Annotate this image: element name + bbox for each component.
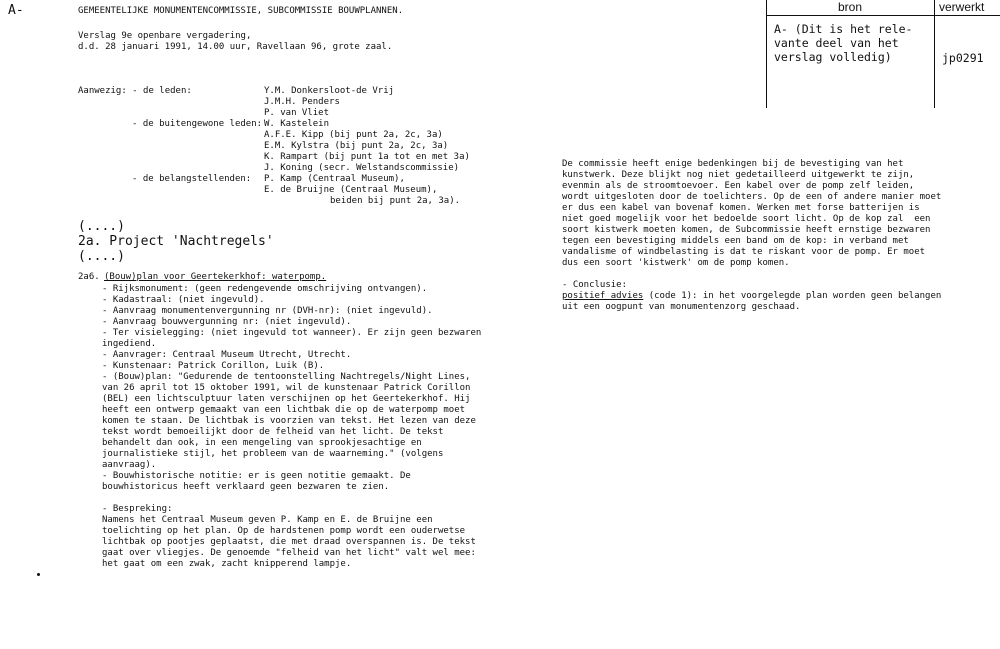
item-line: - Ter visielegging: (niet ingevuld tot wanneer). Er zijn geen bezwaren [102, 328, 482, 338]
commission-paragraph-line: tegen een bevestiging middels een band om de kop: in verband met [562, 236, 909, 246]
bespreking-line: het gaat om een zwak, zacht knipperend lampje. [102, 559, 352, 569]
extra-member-5: J. Koning (secr. Welstandscommissie) [264, 163, 460, 173]
item-line: heeft een ontwerp gemaakt van een lichtbak die op de waterpomp moet [102, 405, 466, 415]
advies-label: positief advies [562, 291, 644, 301]
item-title: (Bouw)plan voor Geertekerkhof: waterpomp. [104, 272, 327, 282]
extra-member-4: K. Rampart (bij punt 1a tot en met 3a) [264, 152, 470, 162]
section-ellipsis-top: (....) [78, 219, 125, 234]
commission-paragraph-line: niet goed mogelijk voor het bedoelde soort licht. Op de kop zal een [562, 214, 931, 224]
advies-rest: (code 1): in het voorgelegde plan worden geen belangen [643, 291, 942, 301]
advies-line [562, 291, 941, 302]
bespreking-label: - Bespreking: [102, 504, 173, 514]
section-marker: A- [8, 3, 24, 18]
source-box [766, 0, 1000, 108]
item-line: - Aanvrager: Centraal Museum Utrecht, Utrecht. [102, 350, 352, 360]
item-line: - Rijksmonument: (geen redengevende omschrijving ontvangen). [102, 284, 428, 294]
commission-paragraph-line: dus een soort 'kistwerk' om de pomp komen. [562, 258, 790, 268]
interested-label: - de belangstellenden: [132, 174, 252, 184]
column-header-verwerkt: verwerkt [939, 0, 985, 14]
item-line: - Kunstenaar: Patrick Corillon, Luik (B). [102, 361, 325, 371]
meeting-line-1: Verslag 9e openbare vergadering, [78, 31, 252, 41]
bespreking-line: lichtbak op pootjes geplaatst, die met draad overspannen is. De tekst [102, 537, 476, 547]
section-ellipsis-bottom: (....) [78, 249, 125, 264]
commission-paragraph-line: evenmin als de stroomtoevoer. Een kabel over de pomp zelf leiden, [562, 181, 915, 191]
advies-line-2: uit een oogpunt van monumentenzorg geschaad. [562, 302, 801, 312]
commission-paragraph-line: soort kistwerk moeten komen, de Subcommissie heeft ernstige bezwaren [562, 225, 931, 235]
item-line: ingediend. [102, 339, 157, 349]
item-number: 2a6. [78, 272, 100, 282]
commission-paragraph-line: er dus een kabel van bovenaf komen. Werken met forse batterijen is [562, 203, 920, 213]
interested-3: beiden bij punt 2a, 3a). [330, 196, 461, 206]
item-line: komen te staan. De lichtbak is voorzien van tekst. Het lezen van deze [102, 416, 476, 426]
interested-2: E. de Bruijne (Centraal Museum), [264, 185, 438, 195]
source-note-line-1: A- (Dit is het rele- [774, 22, 913, 36]
item-line: - (Bouw)plan: "Gedurende de tentoonstelling Nachtregels/Night Lines, [102, 372, 471, 382]
stray-dot [37, 573, 40, 576]
member-3: P. van Vliet [264, 108, 330, 118]
member-2: J.M.H. Penders [264, 97, 340, 107]
item-line: - Aanvraag bouwvergunning nr: (niet ingevuld). [102, 317, 352, 327]
source-code: jp0291 [942, 51, 984, 65]
section-title: 2a. Project 'Nachtregels' [78, 234, 274, 249]
bespreking-line: gaat over vliegjes. De genoemde "felheid van het licht" valt wel mee: [102, 548, 476, 558]
commission-paragraph-line: wordt uitgesloten door de toelichters. Op de een of andere manier moet [562, 192, 942, 202]
meeting-line-2: d.d. 28 januari 1991, 14.00 uur, Ravellaan 96, grote zaal. [78, 42, 393, 52]
item-line: - Aanvraag monumentenvergunning nr (DVH-nr): (niet ingevuld). [102, 306, 433, 316]
bespreking-line: Namens het Centraal Museum geven P. Kamp en E. de Bruijne een [102, 515, 433, 525]
column-header-bron: bron [838, 0, 863, 14]
document-title: GEMEENTELIJKE MONUMENTENCOMMISSIE, SUBCOMMISSIE BOUWPLANNEN. [78, 6, 404, 16]
item-line: tekst wordt bemoeilijkt door de felheid van het licht. De tekst [102, 427, 444, 437]
source-note-line-2: vante deel van het [774, 36, 899, 50]
commission-paragraph-line: De commissie heeft enige bedenkingen bij de bevestiging van het [562, 159, 904, 169]
item-line: aanvraag). [102, 460, 157, 470]
item-line: behandelt dan ook, in een mengeling van sprookjesachtige en [102, 438, 422, 448]
bespreking-line: toelichting op het plan. Op de hardstenen pomp wordt een ouderwetse [102, 526, 466, 536]
extra-member-1: W. Kastelein [264, 119, 330, 129]
attendance-label: Aanwezig: - de leden: [78, 86, 192, 96]
source-note-line-3: verslag volledig) [774, 50, 892, 64]
interested-1: P. Kamp (Centraal Museum), [264, 174, 405, 184]
item-line: journalistieke stijl, het probleem van de waarneming." (volgens [102, 449, 444, 459]
item-line: - Bouwhistorische notitie: er is geen notitie gemaakt. De [102, 471, 411, 481]
item-line: bouwhistoricus heeft verklaard geen bezwaren te zien. [102, 482, 390, 492]
item-line: - Kadastraal: (niet ingevuld). [102, 295, 265, 305]
item-line: (BEL) een lichtsculptuur laten verschijnen op het Geertekerkhof. Hij [102, 394, 471, 404]
extra-member-3: E.M. Kylstra (bij punt 2a, 2c, 3a) [264, 141, 449, 151]
item-line: van 26 april tot 15 oktober 1991, wil de kunstenaar Patrick Corillon [102, 383, 471, 393]
commission-paragraph-line: kunstwerk. Deze blijkt nog niet gedetailleerd uitgewerkt te zijn, [562, 170, 915, 180]
member-1: Y.M. Donkersloot-de Vrij [264, 86, 395, 96]
extra-members-label: - de buitengewone leden: [132, 119, 263, 129]
conclusie-label: - Conclusie: [562, 280, 628, 290]
extra-member-2: A.F.E. Kipp (bij punt 2a, 2c, 3a) [264, 130, 443, 140]
commission-paragraph-line: vandalisme of windbelasting is dat te riskant voor de pomp. Er moet [562, 247, 926, 257]
